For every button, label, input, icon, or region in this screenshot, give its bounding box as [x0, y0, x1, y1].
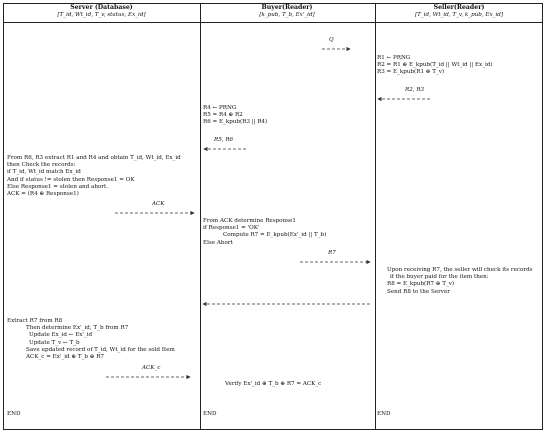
seller-line-paid: if the buyer paid for the item then:: [390, 274, 489, 281]
message-r2r3-label: R2, R3: [405, 87, 425, 93]
buyer-header: Buyer(Reader): [261, 4, 313, 11]
buyer-end: END: [203, 411, 217, 417]
buyer-line-from-ack: From ACK determine Response1: [203, 218, 296, 224]
server-step-2: [7, 318, 175, 361]
buyer-step-2: [203, 218, 326, 247]
server-line-else: Else Response1 = stolen and abort.: [7, 183, 109, 190]
server-line-extract-r7: Extract R7 from R8: [7, 318, 63, 324]
seller-subheader: [T_id, Wt_id, T_v, k_pub, Ex_id]: [414, 12, 504, 18]
seller-line-upon: Upon receiving R7, the seller will check its records: [387, 267, 533, 273]
server-header: Server (Database): [70, 4, 133, 11]
seller-line-r8: R8 = E_kpub(R7 ⊕ T_v): [387, 281, 455, 288]
server-line-ack: ACK = (R4 ⊕ Response1): [7, 191, 79, 198]
buyer-line-compute: Compute R7 = E_kpub(Ex'_id || T_b): [223, 232, 327, 239]
server-step-1: [7, 155, 181, 198]
buyer-verify: Verify Ex'_id ⊕ T_b ⊕ R7 = ACK_c: [225, 381, 322, 387]
seller-line-r2: R2 = R1 ⊕ E_kpub(T_id || Wt_id || Ex_id): [377, 62, 493, 69]
buyer-subheader: [k_pub, T_b, Ex'_id]: [259, 12, 315, 18]
seller-line-send: Send R8 to the Server: [387, 288, 450, 295]
seller-header: Seller(Reader): [433, 4, 485, 11]
server-end: END: [7, 411, 21, 417]
seller-line-r3: R3 = E_kpub(R1 ⊕ T_v): [377, 69, 445, 76]
buyer-line-r6: R6 = E_kpub(R3 || R4): [203, 119, 268, 126]
server-line-update-tv: Update T_v ← T_b: [29, 339, 80, 346]
server-line-status: And if status != stolen then Response1 = OK: [7, 176, 135, 183]
buyer-line-abort: Else Abort: [203, 239, 233, 246]
buyer-line-r5: R5 = R4 ⊕ R2: [203, 112, 243, 119]
server-line-update-ex: Update Ex_id ← Ex'_id: [29, 332, 93, 339]
server-subheader: [T_id, Wt_id, T_v, status, Ex_id]: [57, 12, 146, 18]
message-ackc-label: ACK_c: [142, 365, 161, 371]
seller-step-2: [387, 267, 533, 296]
seller-line-r1: R1 ← PRNG: [377, 55, 411, 61]
buyer-step-1: [203, 105, 267, 127]
server-line-if-match: if T_id, Wt_id match Ex_id: [7, 169, 81, 176]
server-line-save: Save updated record of T_id, Wt_id for the sold Item: [26, 346, 175, 353]
message-r5r6-label: R5, R6: [214, 137, 234, 143]
message-ack-label: ACK: [152, 201, 165, 207]
seller-end: END: [377, 411, 391, 417]
server-line-check: then Check the records:: [7, 162, 76, 169]
buyer-line-r4: R4 ← PRNG: [203, 105, 237, 111]
message-r7-label: R7: [328, 250, 336, 256]
message-q-label: Q: [329, 37, 334, 43]
seller-step-1: [377, 55, 493, 77]
server-line-ackc: ACK_c = Ex'_id ⊕ T_b ⊕ R7: [26, 354, 104, 361]
server-line-determine: Then determine Ex'_id, T_b from R7: [26, 325, 129, 332]
server-line-extract: From R6, R3 extract R1 and R4 and obtain T_id, Wt_id, Ex_id: [7, 155, 181, 161]
buyer-line-if-ok: if Response1 = 'OK': [203, 225, 260, 232]
